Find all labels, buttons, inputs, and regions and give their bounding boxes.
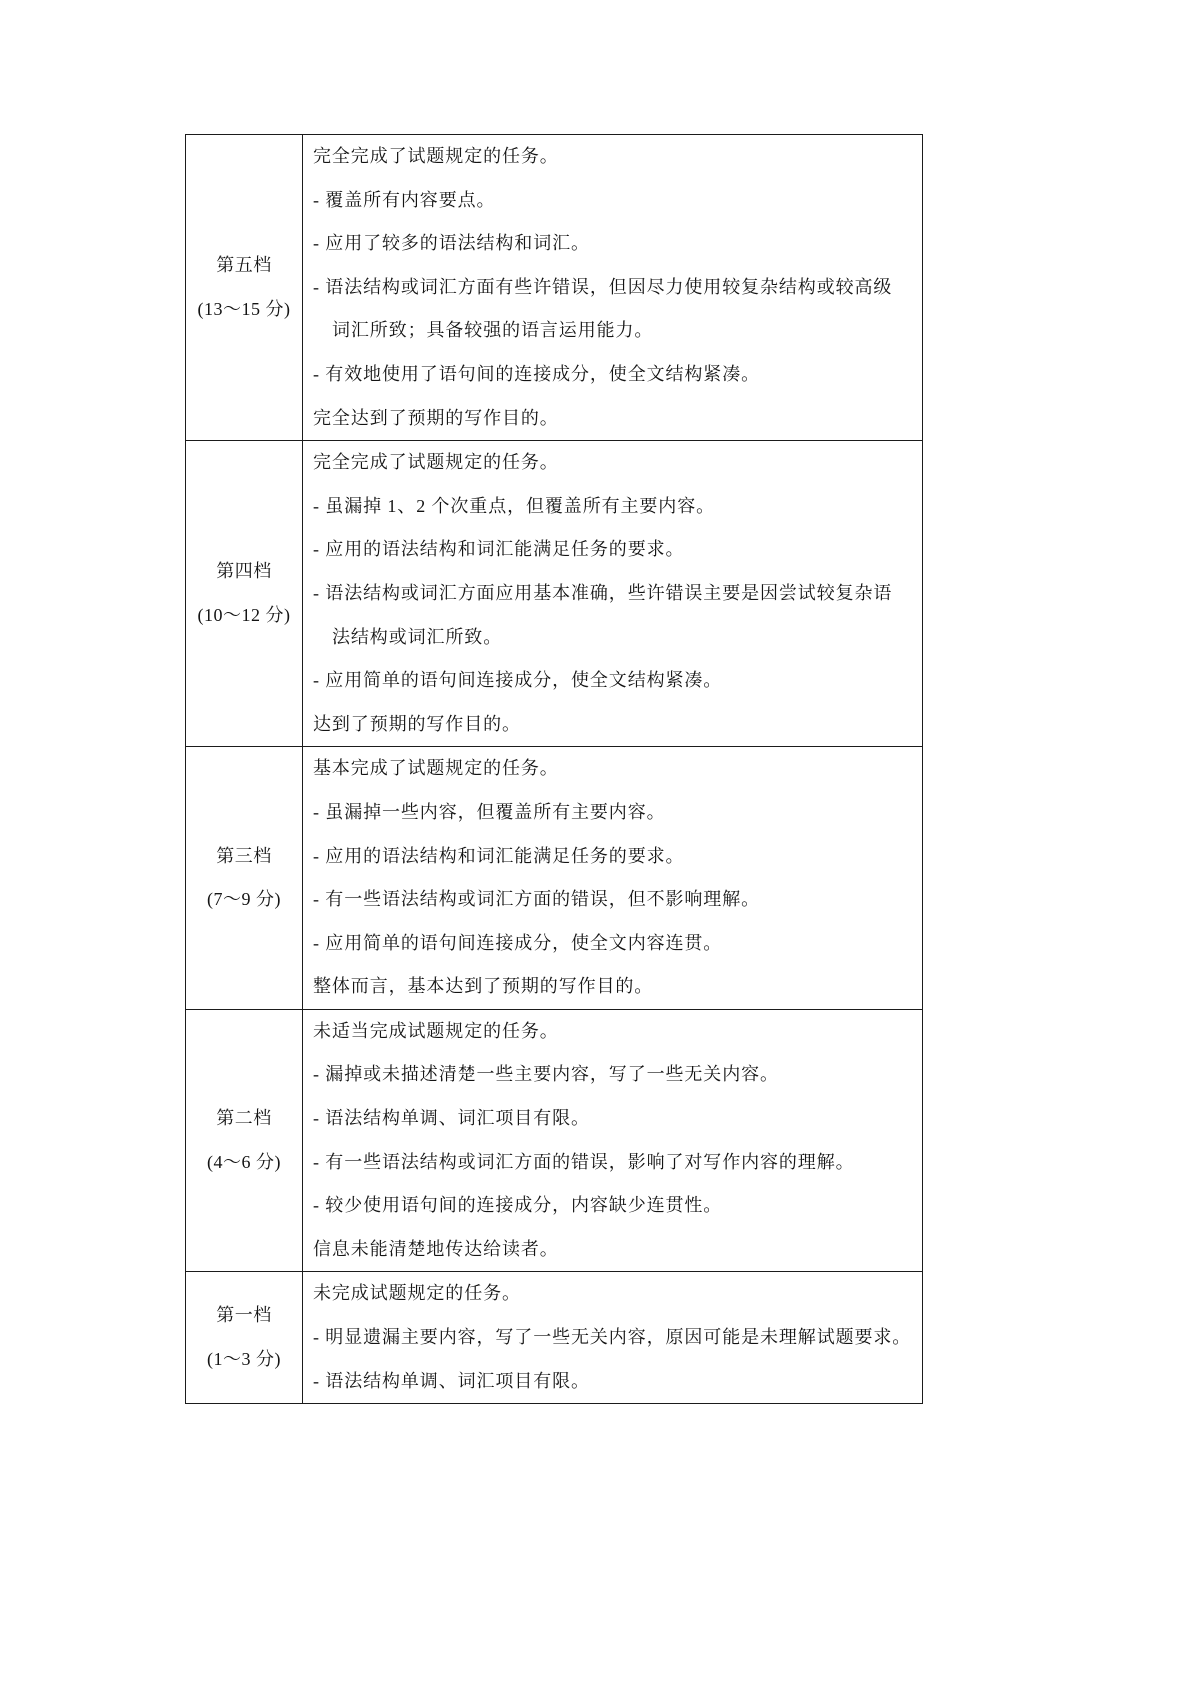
level-score-range: (10～12 分) bbox=[197, 604, 291, 625]
level-name: 第二档 bbox=[216, 1108, 272, 1129]
task-summary: 完全完成了试题规定的任务。 bbox=[313, 452, 559, 473]
overall-result: 达到了预期的写作目的。 bbox=[313, 713, 521, 734]
criterion-item: - 漏掉或未描述清楚一些主要内容，写了一些无关内容。 bbox=[313, 1064, 779, 1085]
description-cell bbox=[303, 1010, 922, 1272]
criterion-item: - 应用了较多的语法结构和词汇。 bbox=[313, 233, 590, 254]
criterion-item: - 应用的语法结构和词汇能满足任务的要求。 bbox=[313, 539, 685, 560]
criterion-item: - 语法结构或词汇方面应用基本准确，些许错误主要是因尝试较复杂语 bbox=[313, 582, 893, 603]
criterion-item: - 覆盖所有内容要点。 bbox=[313, 189, 496, 210]
criterion-item: - 虽漏掉一些内容，但覆盖所有主要内容。 bbox=[313, 801, 666, 822]
description-cell bbox=[303, 135, 922, 440]
criterion-item: - 应用简单的语句间连接成分，使全文内容连贯。 bbox=[313, 932, 723, 953]
criterion-item: - 应用简单的语句间连接成分，使全文结构紧凑。 bbox=[313, 670, 723, 691]
task-summary: 基本完成了试题规定的任务。 bbox=[313, 758, 559, 779]
criterion-item: - 有一些语法结构或词汇方面的错误，影响了对写作内容的理解。 bbox=[313, 1151, 855, 1172]
level-cell bbox=[186, 1272, 303, 1403]
criterion-item: - 虽漏掉 1、2 个次重点，但覆盖所有主要内容。 bbox=[313, 495, 715, 516]
level-score-range: (1～3 分) bbox=[207, 1348, 281, 1369]
criterion-item: - 语法结构单调、词汇项目有限。 bbox=[313, 1108, 590, 1129]
criterion-item: - 有一些语法结构或词汇方面的错误，但不影响理解。 bbox=[313, 889, 760, 910]
criterion-item-continuation: 法结构或词汇所致。 bbox=[332, 626, 503, 647]
overall-result: 完全达到了预期的写作目的。 bbox=[313, 407, 559, 428]
criterion-item: - 应用的语法结构和词汇能满足任务的要求。 bbox=[313, 845, 685, 866]
rubric-table bbox=[185, 134, 923, 1404]
level-cell bbox=[186, 135, 303, 440]
rubric-row bbox=[186, 746, 922, 1009]
level-cell bbox=[186, 1010, 303, 1272]
level-cell bbox=[186, 441, 303, 746]
criterion-item: - 较少使用语句间的连接成分，内容缺少连贯性。 bbox=[313, 1195, 723, 1216]
level-cell bbox=[186, 747, 303, 1009]
rubric-row bbox=[186, 135, 922, 440]
description-cell bbox=[303, 747, 922, 1009]
level-name: 第一档 bbox=[216, 1305, 272, 1326]
level-score-range: (7～9 分) bbox=[207, 889, 281, 910]
level-name: 第五档 bbox=[216, 254, 272, 275]
level-name: 第四档 bbox=[216, 561, 272, 582]
rubric-row bbox=[186, 1009, 922, 1272]
task-summary: 完全完成了试题规定的任务。 bbox=[313, 146, 559, 166]
description-cell bbox=[303, 441, 922, 746]
rubric-row bbox=[186, 1271, 922, 1403]
level-score-range: (13～15 分) bbox=[197, 298, 291, 319]
description-cell bbox=[303, 1272, 922, 1403]
criterion-item: - 有效地使用了语句间的连接成分，使全文结构紧凑。 bbox=[313, 363, 760, 384]
criterion-item: - 语法结构单调、词汇项目有限。 bbox=[313, 1370, 590, 1391]
criterion-item: - 语法结构或词汇方面有些许错误，但因尽力使用较复杂结构或较高级 bbox=[313, 276, 893, 297]
criterion-item-continuation: 词汇所致；具备较强的语言运用能力。 bbox=[332, 320, 654, 341]
level-name: 第三档 bbox=[216, 845, 272, 866]
overall-result: 信息未能清楚地传达给读者。 bbox=[313, 1238, 559, 1259]
overall-result: 整体而言，基本达到了预期的写作目的。 bbox=[313, 976, 654, 997]
task-summary: 未完成试题规定的任务。 bbox=[313, 1283, 521, 1304]
criterion-item: - 明显遗漏主要内容，写了一些无关内容，原因可能是未理解试题要求。 bbox=[313, 1327, 912, 1348]
rubric-row bbox=[186, 440, 922, 746]
task-summary: 未适当完成试题规定的任务。 bbox=[313, 1020, 559, 1041]
level-score-range: (4～6 分) bbox=[207, 1151, 281, 1172]
